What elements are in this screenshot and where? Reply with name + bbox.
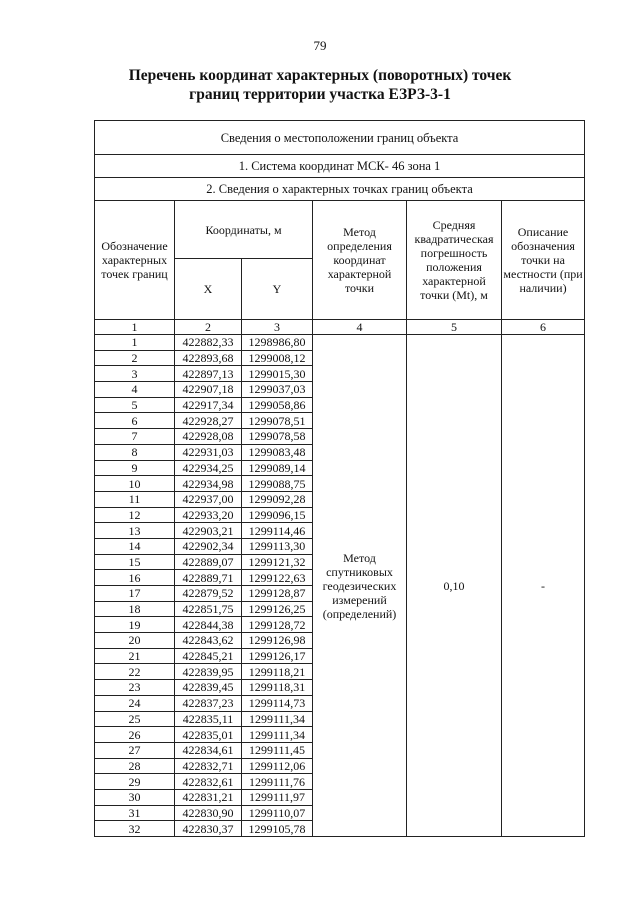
- point-number-cell: 15: [95, 554, 175, 570]
- coordinate-y-cell: 1299122,63: [242, 570, 313, 586]
- coordinate-x-cell: 422835,11: [175, 711, 242, 727]
- column-number: 6: [502, 320, 585, 335]
- point-number-cell: 24: [95, 695, 175, 711]
- coordinate-x-cell: 422879,52: [175, 586, 242, 602]
- location-info-header: Сведения о местоположении границ объекта: [95, 121, 585, 155]
- point-number-cell: 23: [95, 680, 175, 696]
- col-header-description: Описание обозначения точки на местности (при наличии): [502, 201, 585, 320]
- coordinate-x-cell: 422831,21: [175, 789, 242, 805]
- point-number-cell: 29: [95, 774, 175, 790]
- coordinate-y-cell: 1299128,87: [242, 586, 313, 602]
- coordinate-y-cell: 1299128,72: [242, 617, 313, 633]
- col-header-y: Y: [242, 259, 313, 320]
- coordinate-x-cell: 422902,34: [175, 538, 242, 554]
- column-number: 2: [175, 320, 242, 335]
- coordinate-y-cell: 1299114,73: [242, 695, 313, 711]
- point-number-cell: 16: [95, 570, 175, 586]
- point-number-cell: 10: [95, 476, 175, 492]
- coordinate-y-cell: 1299037,03: [242, 382, 313, 398]
- point-number-cell: 7: [95, 429, 175, 445]
- coordinate-x-cell: 422934,25: [175, 460, 242, 476]
- col-header-designation: Обозначение характерных точек границ: [95, 201, 175, 320]
- title-line-2: границ территории участка ЕЗРЗ-3-1: [189, 86, 451, 103]
- coordinate-x-cell: 422843,62: [175, 633, 242, 649]
- coordinate-x-cell: 422928,27: [175, 413, 242, 429]
- coordinate-x-cell: 422889,07: [175, 554, 242, 570]
- method-cell: Метод спутниковых геодезических измерений (определений): [313, 335, 407, 837]
- coordinate-x-cell: 422830,37: [175, 821, 242, 837]
- point-number-cell: 4: [95, 382, 175, 398]
- coordinate-y-cell: 1299111,97: [242, 789, 313, 805]
- point-number-cell: 30: [95, 789, 175, 805]
- coordinate-y-cell: 1299092,28: [242, 491, 313, 507]
- table-row: [95, 335, 585, 351]
- coordinate-x-cell: 422917,34: [175, 397, 242, 413]
- coordinate-y-cell: 1299078,51: [242, 413, 313, 429]
- coordinate-y-cell: 1299015,30: [242, 366, 313, 382]
- point-number-cell: 17: [95, 586, 175, 602]
- coordinate-x-cell: 422889,71: [175, 570, 242, 586]
- coordinate-system-row: 1. Система координат МСК- 46 зона 1: [95, 155, 585, 178]
- point-number-cell: 12: [95, 507, 175, 523]
- coordinate-x-cell: 422907,18: [175, 382, 242, 398]
- coordinate-x-cell: 422937,00: [175, 491, 242, 507]
- coordinate-y-cell: 1299126,98: [242, 633, 313, 649]
- point-number-cell: 11: [95, 491, 175, 507]
- column-number: 3: [242, 320, 313, 335]
- coordinate-y-cell: 1299008,12: [242, 350, 313, 366]
- coordinate-x-cell: 422844,38: [175, 617, 242, 633]
- coordinate-x-cell: 422845,21: [175, 648, 242, 664]
- coordinate-y-cell: 1299114,46: [242, 523, 313, 539]
- point-number-cell: 20: [95, 633, 175, 649]
- coordinate-y-cell: 1299058,86: [242, 397, 313, 413]
- coordinate-x-cell: 422834,61: [175, 742, 242, 758]
- point-number-cell: 19: [95, 617, 175, 633]
- coordinate-x-cell: 422839,95: [175, 664, 242, 680]
- coordinate-y-cell: 1299111,45: [242, 742, 313, 758]
- coordinate-y-cell: 1299096,15: [242, 507, 313, 523]
- coordinates-table: [94, 120, 585, 837]
- error-cell: 0,10: [407, 335, 502, 837]
- point-number-cell: 1: [95, 335, 175, 351]
- coordinate-x-cell: 422928,08: [175, 429, 242, 445]
- coordinate-x-cell: 422835,01: [175, 727, 242, 743]
- point-number-cell: 2: [95, 350, 175, 366]
- coordinate-y-cell: 1299105,78: [242, 821, 313, 837]
- coordinate-y-cell: 1299112,06: [242, 758, 313, 774]
- column-number: 4: [313, 320, 407, 335]
- coordinate-y-cell: 1299111,34: [242, 727, 313, 743]
- coordinate-x-cell: 422882,33: [175, 335, 242, 351]
- title-line-1: Перечень координат характерных (поворотных) точек: [128, 67, 512, 84]
- col-header-coordinates: Координаты, м: [175, 201, 313, 259]
- coordinate-y-cell: 1299113,30: [242, 538, 313, 554]
- point-number-cell: 32: [95, 821, 175, 837]
- coordinate-y-cell: 1299089,14: [242, 460, 313, 476]
- coordinate-y-cell: 1299126,25: [242, 601, 313, 617]
- point-number-cell: 5: [95, 397, 175, 413]
- coordinate-y-cell: 1299111,76: [242, 774, 313, 790]
- point-number-cell: 14: [95, 538, 175, 554]
- column-number: 5: [407, 320, 502, 335]
- point-number-cell: 18: [95, 601, 175, 617]
- coordinate-y-cell: 1299088,75: [242, 476, 313, 492]
- coordinate-y-cell: 1299111,34: [242, 711, 313, 727]
- description-cell: -: [502, 335, 585, 837]
- coordinate-y-cell: 1299110,07: [242, 805, 313, 821]
- point-number-cell: 9: [95, 460, 175, 476]
- coordinate-x-cell: 422903,21: [175, 523, 242, 539]
- point-number-cell: 6: [95, 413, 175, 429]
- page-number: 79: [313, 38, 327, 53]
- coordinate-x-cell: 422839,45: [175, 680, 242, 696]
- coordinate-x-cell: 422830,90: [175, 805, 242, 821]
- point-number-cell: 26: [95, 727, 175, 743]
- coordinate-x-cell: 422832,71: [175, 758, 242, 774]
- point-number-cell: 3: [95, 366, 175, 382]
- column-number: 1: [95, 320, 175, 335]
- point-number-cell: 31: [95, 805, 175, 821]
- col-header-x: X: [175, 259, 242, 320]
- col-header-method: Метод определения координат характерной точки: [313, 201, 407, 320]
- point-number-cell: 21: [95, 648, 175, 664]
- coordinate-x-cell: 422931,03: [175, 444, 242, 460]
- coordinate-x-cell: 422893,68: [175, 350, 242, 366]
- col-header-error: Средняя квадратическая погрешность положения характерной точки (Mt), м: [407, 201, 502, 320]
- coordinate-x-cell: 422933,20: [175, 507, 242, 523]
- document-title: [0, 66, 640, 104]
- coordinate-x-cell: 422897,13: [175, 366, 242, 382]
- coordinate-y-cell: 1299083,48: [242, 444, 313, 460]
- coordinate-x-cell: 422934,98: [175, 476, 242, 492]
- coordinate-x-cell: 422832,61: [175, 774, 242, 790]
- point-number-cell: 28: [95, 758, 175, 774]
- point-number-cell: 25: [95, 711, 175, 727]
- point-number-cell: 8: [95, 444, 175, 460]
- coordinate-y-cell: 1299078,58: [242, 429, 313, 445]
- point-number-cell: 13: [95, 523, 175, 539]
- coordinate-x-cell: 422837,23: [175, 695, 242, 711]
- point-number-cell: 27: [95, 742, 175, 758]
- coordinate-y-cell: 1299118,21: [242, 664, 313, 680]
- coordinate-y-cell: 1299126,17: [242, 648, 313, 664]
- coordinate-y-cell: 1299121,32: [242, 554, 313, 570]
- coordinate-x-cell: 422851,75: [175, 601, 242, 617]
- coordinate-y-cell: 1298986,80: [242, 335, 313, 351]
- coordinate-y-cell: 1299118,31: [242, 680, 313, 696]
- point-number-cell: 22: [95, 664, 175, 680]
- characteristic-points-header: 2. Сведения о характерных точках границ объекта: [95, 178, 585, 201]
